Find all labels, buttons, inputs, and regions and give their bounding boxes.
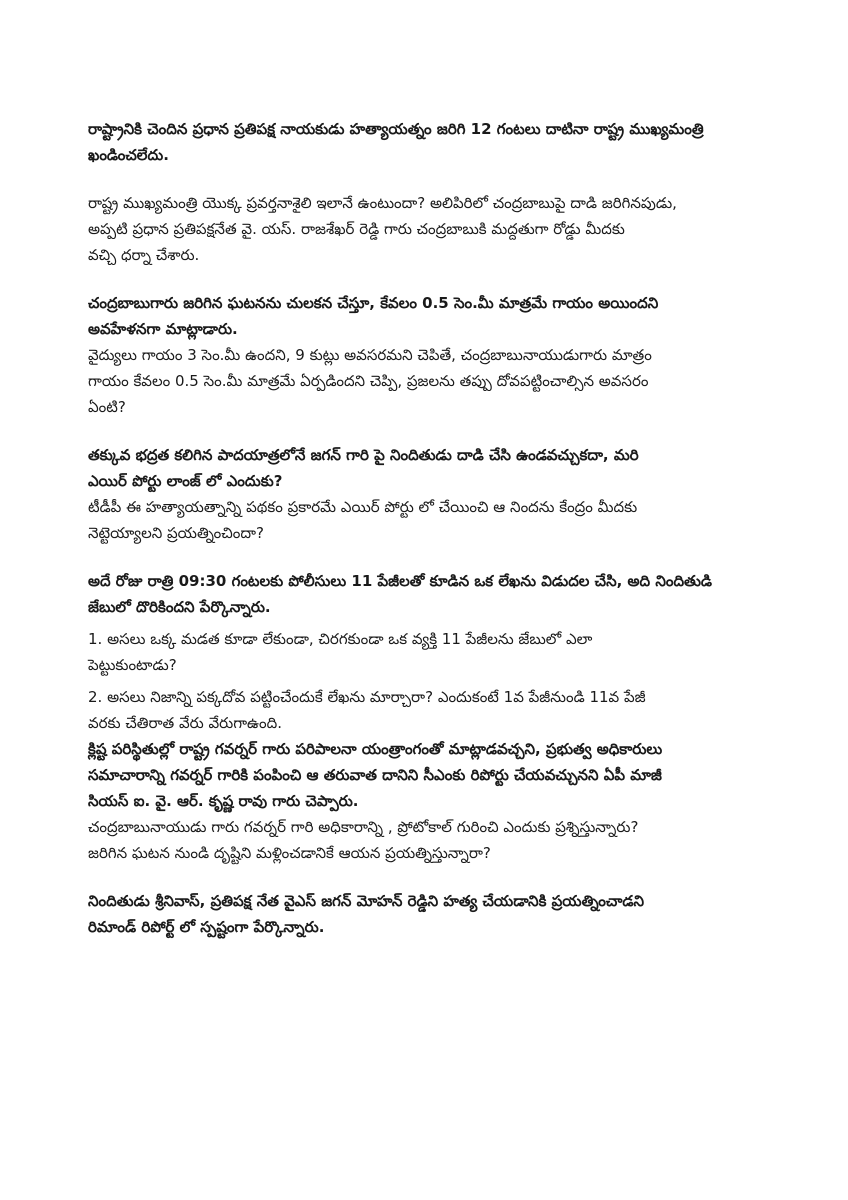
paragraph-alipiri-incident (88, 190, 768, 268)
document-page (88, 116, 768, 940)
paragraph-tdp-plan (88, 494, 768, 546)
paragraph-injury-mocked (88, 290, 768, 342)
text-line: వైద్యులు గాయం 3 సెం.మీ ఉందని, 9 కుట్లు అవసరమని చెపితే, చంద్రబాబునాయుడుగారు మాత్రం (88, 346, 652, 364)
text-line: నిందితుడు శ్రీనివాస్, ప్రతిపక్ష నేత వైఎస్ జగన్ మోహన్ రెడ్డిని హత్య చేయడానికి ప్రయత్నించాడని (88, 892, 645, 910)
text-line: జరిగిన ఘటన నుండి దృష్టిని మళ్లించడానికే ఆయన ప్రయత్నిస్తున్నారా? (88, 844, 491, 862)
text-line: సమాచారాన్ని గవర్నర్ గారికి పంపించి ఆ తరువాత దానిని సీఎంకు రిపోర్టు చేయవచ్చునని ఏపీ మాజీ (88, 766, 662, 784)
text-line: గాయం కేవలం 0.5 సెం.మీ మాత్రమే ఏర్పడిందని చెప్పి, ప్రజలను తప్పు దోవపట్టించాల్సిన అవసరం (88, 372, 649, 390)
text-line: టీడీపీ ఈ హత్యాయత్నాన్ని పథకం ప్రకారమే ఎయిర్ పోర్టు లో చేయించి ఆ నిందను కేంద్రం మీదకు (88, 498, 638, 516)
text-line: 1. అసలు ఒక్క మడత కూడా లేకుండా, చిరగకుండా ఒక వ్యక్తి 11 పేజీలను జేబులో ఎలా (88, 630, 593, 648)
text-line: అప్పటి ప్రధాన ప్రతిపక్షనేత వై. యస్. రాజశేఖర్ రెడ్డి గారు చంద్రబాబుకి మద్దతుగా రోడ్డు మీదకు (88, 220, 625, 238)
text-line: ఖండించలేదు. (88, 146, 169, 164)
text-line: ఎయిర్ పోర్టు లాంజ్ లో ఎందుకు? (88, 472, 283, 490)
text-line: పెట్టుకుంటాడు? (88, 656, 177, 674)
paragraph-doctors-statement (88, 342, 768, 420)
text-line: అవహేళనగా మాట్లాడారు. (88, 320, 238, 338)
text-line: జేబులో దొరికిందని పేర్కొన్నారు. (88, 598, 271, 616)
text-line: రాష్ట్ర ముఖ్యమంత్రి యొక్క ప్రవర్తనాశైలి ఇలానే ఉంటుందా? అలిపిరిలో చంద్రబాబుపై దాడి జరిగినపుడు, (88, 194, 677, 212)
paragraph-remand-report (88, 888, 768, 940)
paragraph-protocol-question (88, 814, 768, 866)
paragraph-point-2 (88, 684, 768, 736)
text-line: తక్కువ భద్రత కలిగిన పాదయాత్రలోనే జగన్ గారి పై నిందితుడు దాడి చేసి ఉండవచ్చుకదా, మరి (88, 446, 639, 464)
paragraph-airport-lounge (88, 442, 768, 494)
paragraph-point-1 (88, 626, 768, 678)
paragraph-cm-not-condemned (88, 116, 768, 168)
text-line: రిమాండ్ రిపోర్ట్ లో స్పష్టంగా పేర్కొన్నారు. (88, 918, 325, 936)
paragraph-governor-role (88, 736, 768, 814)
text-line: క్లిష్ట పరిస్థితుల్లో రాష్ట్ర గవర్నర్ గారు పరిపాలనా యంత్రాంగంతో మాట్లాడవచ్చని, ప్రభుత్వ అధికారులు (88, 740, 663, 758)
text-line: వరకు చేతిరాత వేరు వేరుగాఉంది. (88, 714, 282, 732)
text-line: అదే రోజు రాత్రి 09:30 గంటలకు పోలీసులు 11 పేజీలతో కూడిన ఒక లేఖను విడుదల చేసి, అది నిందితుడి (88, 572, 713, 590)
text-line: 2. అసలు నిజాన్ని పక్కదోవ పట్టించేందుకే లేఖను మార్చారా? ఎందుకంటే 1వ పేజీనుండి 11వ పేజీ (88, 688, 646, 706)
text-line: చంద్రబాబునాయుడు గారు గవర్నర్ గారి అధికారాన్ని , ప్రోటోకాల్ గురించి ఎందుకు ప్రశ్నిస్తున్నారు? (88, 818, 639, 836)
text-line: నెట్టెయ్యాలని ప్రయత్నించిందా? (88, 524, 264, 542)
paragraph-police-letter (88, 568, 768, 620)
text-line: వచ్చి ధర్నా చేశారు. (88, 246, 200, 264)
text-line: సియస్ ఐ. వై. ఆర్. కృష్ణ రావు గారు చెప్పారు. (88, 792, 359, 810)
text-line: చంద్రబాబుగారు జరిగిన ఘటనను చులకన చేస్తూ, కేవలం 0.5 సెం.మీ మాత్రమే గాయం అయిందని (88, 294, 659, 312)
text-line: రాష్ట్రానికి చెందిన ప్రధాన ప్రతిపక్ష నాయకుడు హత్యాయత్నం జరిగి 12 గంటలు దాటినా రాష్ట్ర ముఖ్యమంత్రి (88, 120, 704, 138)
text-line: ఏంటి? (88, 398, 126, 416)
